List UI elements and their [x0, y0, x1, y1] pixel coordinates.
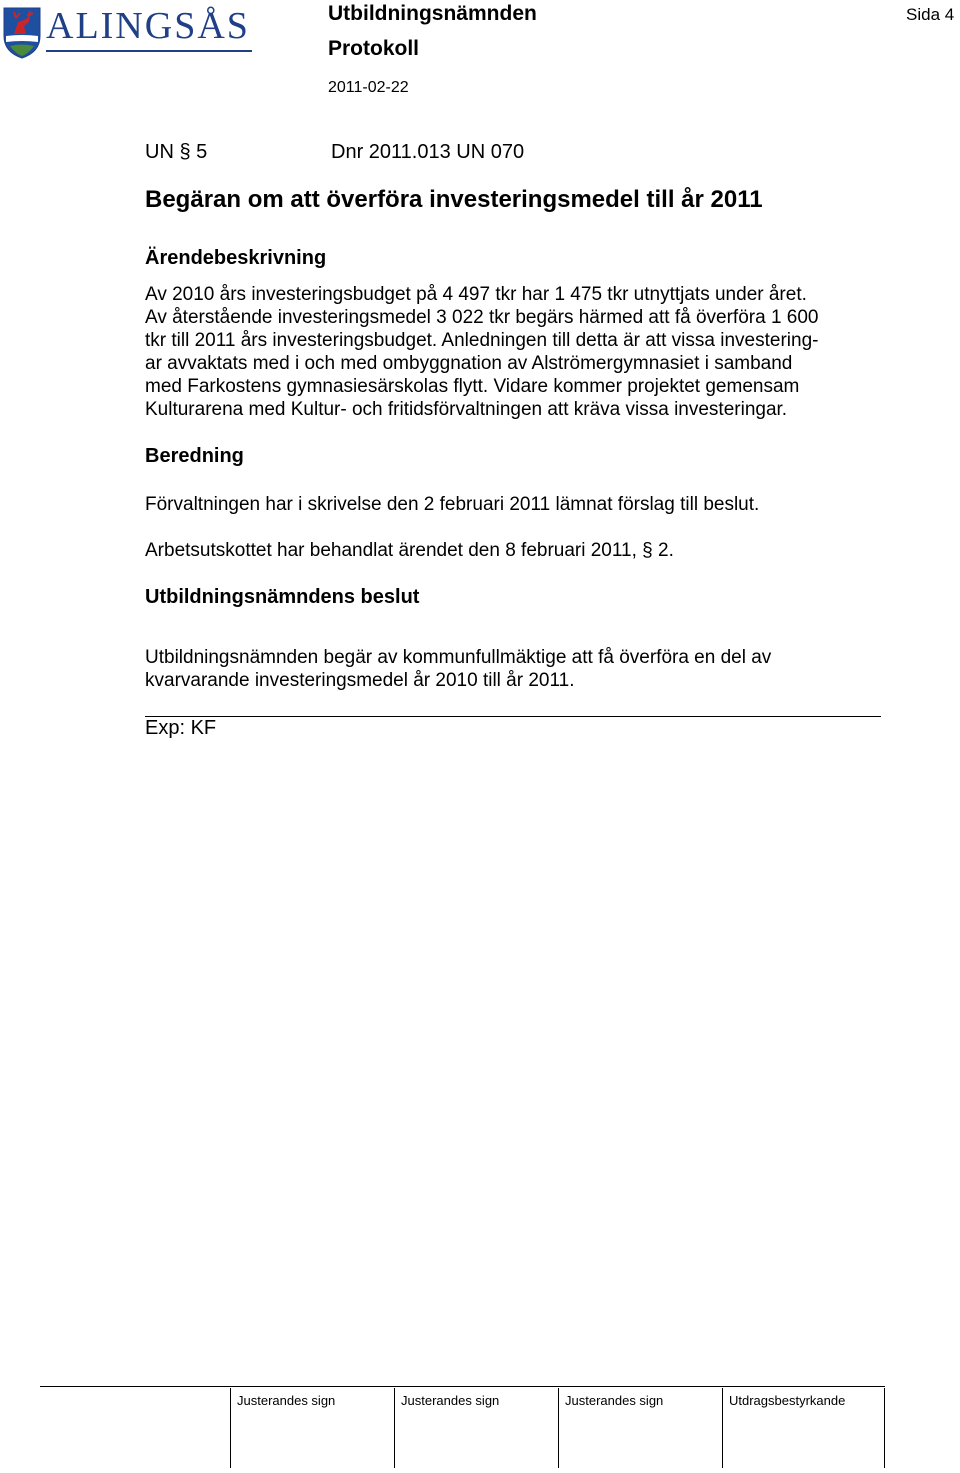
- meeting-date: 2011-02-22: [328, 79, 409, 96]
- decision-heading: Utbildningsnämndens beslut: [145, 586, 420, 608]
- signature-box-label: Justerandes sign: [401, 1393, 500, 1408]
- signature-box-label: Justerandes sign: [565, 1393, 664, 1408]
- description-line: Kulturarena med Kultur- och fritidsförvaltningen att kräva vissa investeringar.: [145, 399, 788, 420]
- registration-number: Dnr 2011.013 UN 070: [331, 141, 525, 163]
- description-line: tkr till 2011 års investeringsbudget. Anledningen till detta är att vissa investering-: [145, 330, 819, 351]
- description-heading: Ärendebeskrivning: [145, 247, 327, 269]
- description-line: ar avvaktats med i och med ombyggnation av Alströmergymnasiet i samband: [145, 353, 793, 374]
- signature-box-label: Utdragsbestyrkande: [729, 1393, 846, 1408]
- decision-line: Utbildningsnämnden begär av kommunfullmäktige att få överföra en del av: [145, 647, 772, 668]
- committee-name: Utbildningsnämnden: [328, 2, 537, 25]
- document-type: Protokoll: [328, 37, 420, 60]
- logo-wordmark: ALINGSÅS: [46, 5, 250, 47]
- signature-separator: [884, 1388, 885, 1468]
- case-number: UN § 5: [145, 141, 208, 163]
- description-line: Av återstående investeringsmedel 3 022 tkr begärs härmed att få överföra 1 600: [145, 307, 819, 328]
- logo-underline: [46, 50, 252, 52]
- preparation-paragraph: Arbetsutskottet har behandlat ärendet den 8 februari 2011, § 2.: [145, 540, 674, 561]
- coat-of-arms-icon: [2, 6, 42, 60]
- description-line: med Farkostens gymnasiesärskolas flytt. Vidare kommer projektet gemensam: [145, 376, 800, 397]
- signature-separator: [722, 1388, 723, 1468]
- signature-divider: [40, 1386, 885, 1387]
- expedition-note: Exp: KF: [145, 717, 217, 739]
- case-title: Begäran om att överföra investeringsmedel till år 2011: [145, 186, 763, 213]
- municipality-logo: [2, 6, 252, 62]
- signature-box-label: Justerandes sign: [237, 1393, 336, 1408]
- signature-separator: [394, 1388, 395, 1468]
- preparation-heading: Beredning: [145, 445, 244, 467]
- expedition-divider: [145, 716, 881, 717]
- description-line: Av 2010 års investeringsbudget på 4 497 tkr har 1 475 tkr utnyttjats under året.: [145, 284, 807, 305]
- decision-line: kvarvarande investeringsmedel år 2010 till år 2011.: [145, 670, 575, 691]
- signature-separator: [230, 1388, 231, 1468]
- page-number: Sida 4: [906, 5, 955, 24]
- signature-separator: [558, 1388, 559, 1468]
- preparation-paragraph: Förvaltningen har i skrivelse den 2 februari 2011 lämnat förslag till beslut.: [145, 494, 760, 515]
